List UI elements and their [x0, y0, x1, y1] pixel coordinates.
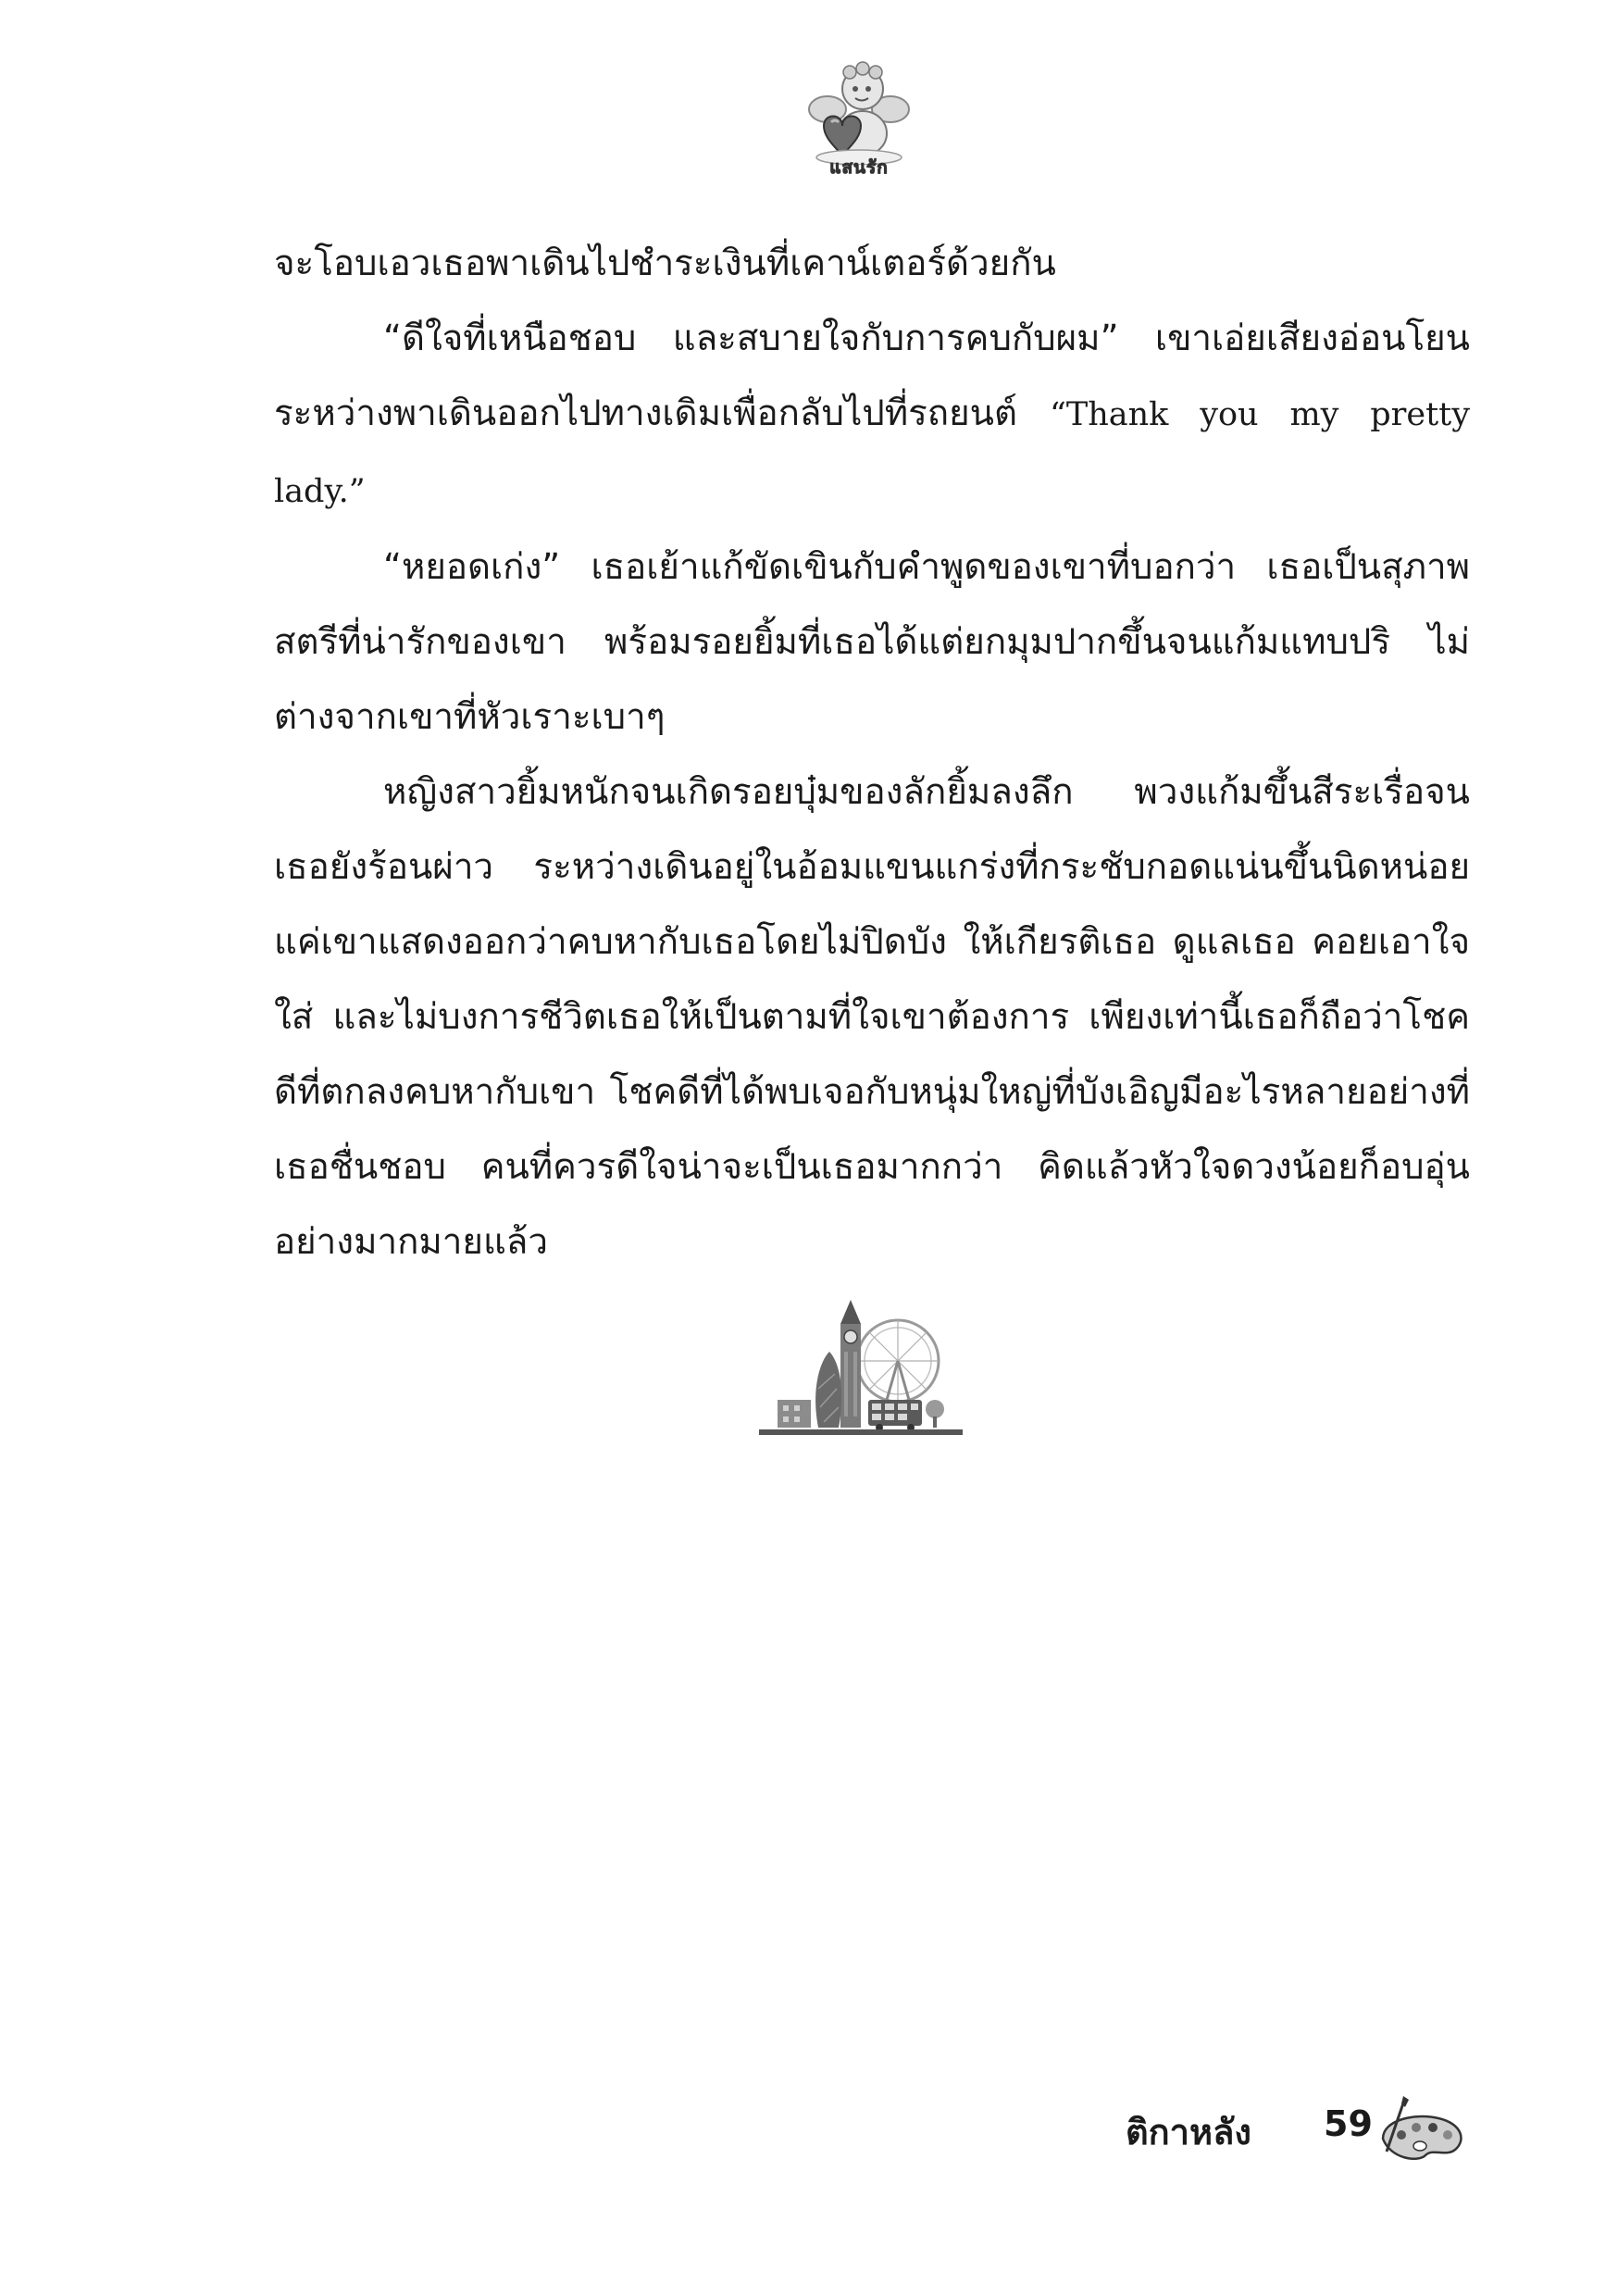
- page-footer: [1126, 2094, 1477, 2168]
- section-divider: [759, 1296, 963, 1444]
- paint-palette-icon: [1377, 2094, 1470, 2165]
- paragraph-2-text: “ดีใจที่เหนือชอบ และสบายใจกับการคบกับผม” เขาเอ่ยเสียงอ่อนโยน ระหว่างพาเดินออกไปทางเดิมเพื่อกลับไปที่รถยนต์: [274, 318, 1470, 434]
- paragraph-4: หญิงสาวยิ้มหนักจนเกิดรอยบุ๋มของลักยิ้มลงลึก พวงแก้มขึ้นสีระเรื่อจนเธอยังร้อนผ่าว ระหว่างเดินอยู่ในอ้อมแขนแกร่งที่กระชับกอดแน่นขึ้นนิดหน่อย แค่เขาแสดงออกว่าคบหากับเธอโดยไม่ปิดบัง ให้เกียรติเธอ ดูแลเธอ คอยเอาใจใส่ และไม่บงการชีวิตเธอให้เป็นตามที่ใจเขาต้องการ เพียงเท่านี้เธอก็ถือว่าโชคดีที่ตกลงคบหากับเขา โชคดีที่ได้พบเจอกับหนุ่มใหญ่ที่บังเอิญมีอะไรหลายอย่างที่เธอชื่นชอบ คนที่ควรดีใจน่าจะเป็นเธอมากกว่า คิดแล้วหัวใจดวงน้อยก็อบอุ่นอย่างมากมายแล้ว: [274, 771, 1470, 1263]
- english-quote: “Thank you my pretty lady.”: [274, 396, 1470, 510]
- logo-text: แสนรัก: [829, 157, 889, 178]
- paragraph-2: [274, 301, 1470, 530]
- page-number: 59: [1324, 2103, 1373, 2144]
- chapter-body: [274, 226, 1470, 1279]
- london-skyline-icon: [759, 1296, 963, 1444]
- paragraph-1: จะโอบเอวเธอพาเดินไปชำระเงินที่เคาน์เตอร์ด้วยกัน: [274, 243, 1056, 284]
- cupid-heart-icon: [803, 61, 915, 165]
- header-logo: [803, 61, 915, 183]
- paragraph-3: “หยอดเก่ง” เธอเย้าแก้ขัดเขินกับคำพูดของเขาที่บอกว่า เธอเป็นสุภาพสตรีที่น่ารักของเขา พร้อมรอยยิ้มที่เธอได้แต่ยกมุมปากขึ้นจนแก้มแทบปริ ไม่ต่างจากเขาที่หัวเราะเบาๆ: [274, 546, 1470, 738]
- book-title: ติกาหลัง: [1126, 2112, 1251, 2152]
